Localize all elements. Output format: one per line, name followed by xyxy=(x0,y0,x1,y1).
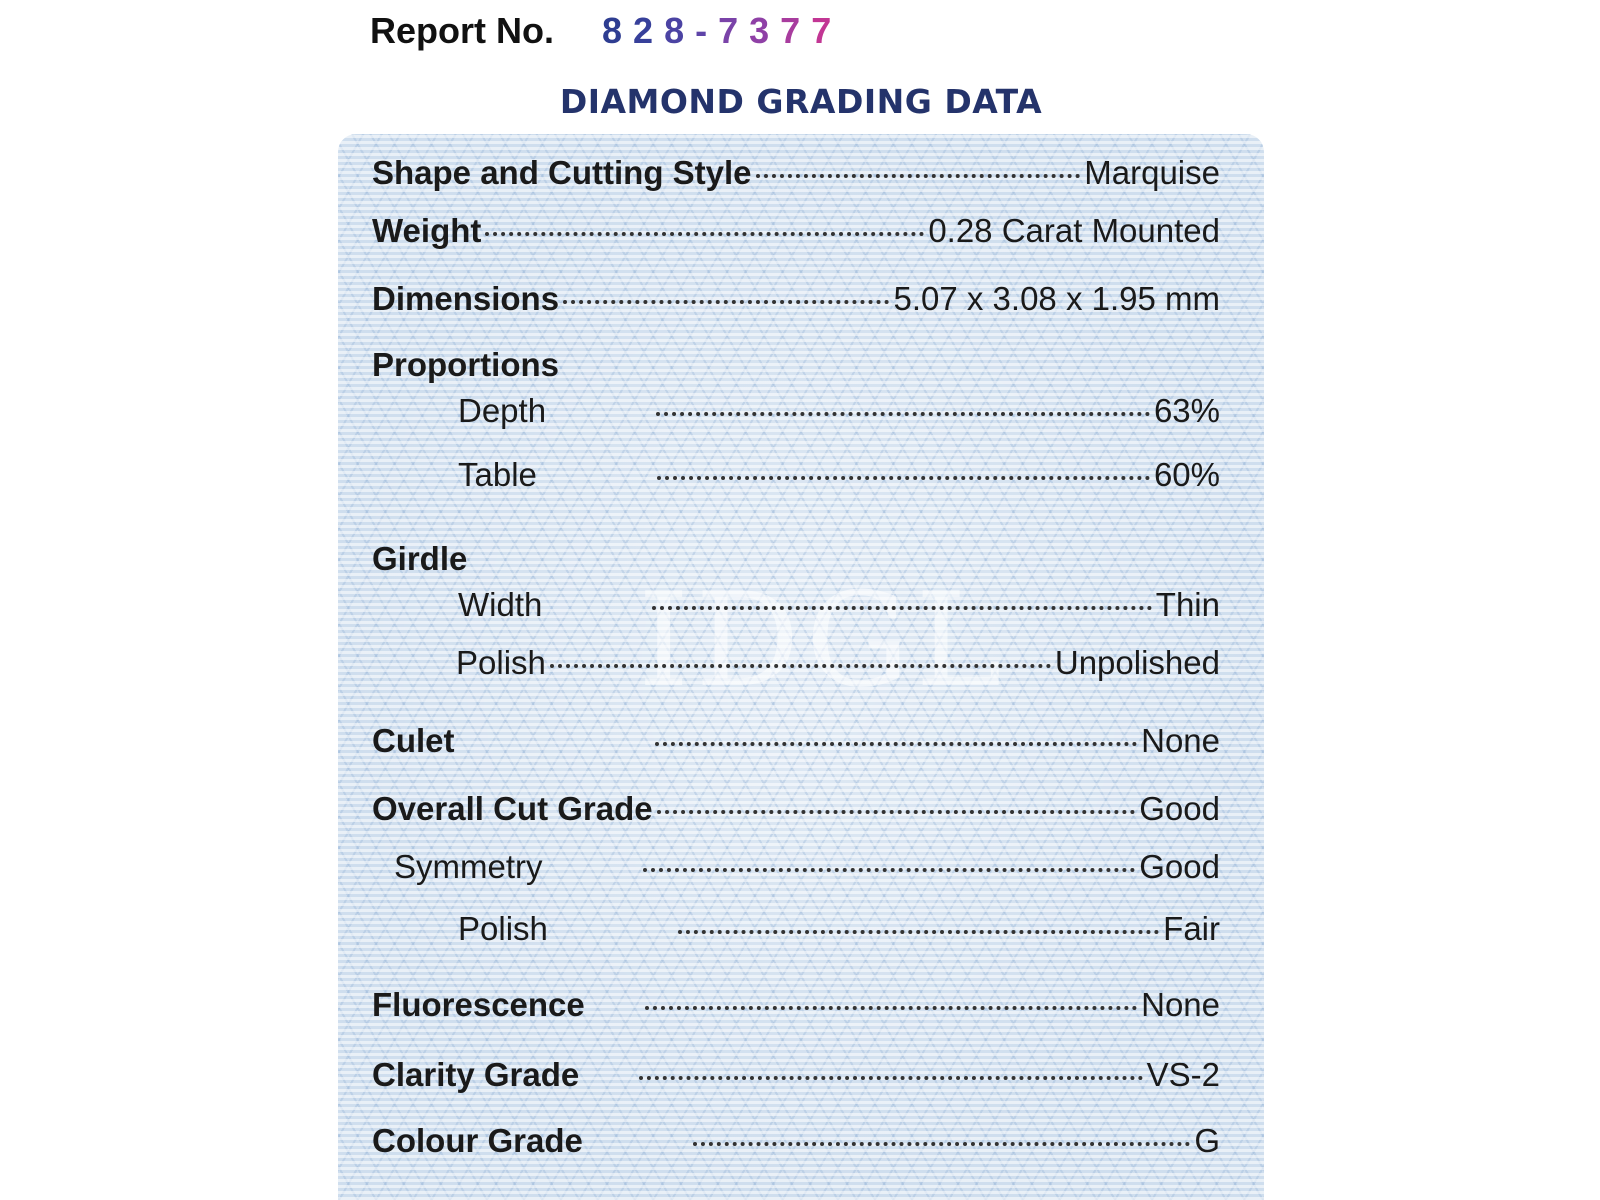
report-digit: - xyxy=(695,10,719,51)
dot-leader xyxy=(550,664,1051,668)
cut-grade-row xyxy=(372,790,1220,828)
report-digit: 7 xyxy=(780,10,812,51)
fluorescence-label: Fluorescence xyxy=(372,986,585,1023)
report-number-label: Report No. xyxy=(370,10,554,51)
dimensions-row xyxy=(372,280,1220,318)
dot-leader xyxy=(657,810,1136,814)
dot-leader xyxy=(645,1006,1137,1010)
symmetry-value: Good xyxy=(1139,848,1220,885)
symmetry-row xyxy=(394,848,1220,886)
report-digit: 3 xyxy=(749,10,781,51)
colour-label: Colour Grade xyxy=(372,1122,583,1159)
girdle-polish-value: Unpolished xyxy=(1054,644,1220,681)
weight-row xyxy=(372,212,1220,250)
culet-value: None xyxy=(1141,722,1220,759)
dot-leader xyxy=(693,1142,1190,1146)
shape-label: Shape and Cutting Style xyxy=(372,154,752,191)
report-digit: 8 xyxy=(602,10,634,51)
table-label: Table xyxy=(458,456,537,493)
culet-label: Culet xyxy=(372,722,455,759)
clarity-label: Clarity Grade xyxy=(372,1056,580,1093)
report-digit: 2 xyxy=(633,10,665,51)
clarity-value: VS-2 xyxy=(1146,1056,1220,1093)
girdle-width-label: Width xyxy=(458,586,543,623)
dot-leader xyxy=(643,868,1136,872)
fluorescence-row xyxy=(372,986,1220,1024)
report-number xyxy=(370,10,842,60)
colour-value: G xyxy=(1194,1122,1220,1159)
table-row xyxy=(458,456,1220,494)
dot-leader xyxy=(655,742,1138,746)
girdle-width-value: Thin xyxy=(1155,586,1220,623)
girdle-polish-label: Polish xyxy=(456,644,546,681)
report-number-value xyxy=(602,10,842,52)
dot-leader xyxy=(652,606,1151,610)
depth-label: Depth xyxy=(458,392,547,429)
grading-data-heading: DIAMOND GRADING DATA xyxy=(559,82,1043,121)
dot-leader xyxy=(485,232,924,236)
weight-label: Weight xyxy=(372,212,482,249)
polish-value: Fair xyxy=(1163,910,1220,947)
culet-row xyxy=(372,722,1220,760)
girdle-width-row xyxy=(458,586,1220,624)
polish-label: Polish xyxy=(458,910,548,947)
symmetry-label: Symmetry xyxy=(394,848,543,885)
dimensions-value: 5.07 x 3.08 x 1.95 mm xyxy=(893,280,1220,317)
dot-leader xyxy=(563,300,889,304)
dot-leader xyxy=(756,174,1081,178)
weight-value: 0.28 Carat Mounted xyxy=(928,212,1220,249)
proportions-heading: Proportions xyxy=(372,346,559,383)
dot-leader xyxy=(657,476,1150,480)
report-digit: 7 xyxy=(811,10,843,51)
shape-row xyxy=(372,154,1220,192)
depth-row xyxy=(458,392,1220,430)
table-value: 60% xyxy=(1153,456,1220,493)
cut-grade-label: Overall Cut Grade xyxy=(372,790,653,827)
dot-leader xyxy=(678,930,1159,934)
dot-leader xyxy=(656,412,1150,416)
grading-data-panel xyxy=(338,134,1264,1200)
cut-grade-value: Good xyxy=(1139,790,1220,827)
girdle-polish-row xyxy=(456,644,1220,682)
depth-value: 63% xyxy=(1153,392,1220,429)
clarity-row xyxy=(372,1056,1220,1094)
girdle-heading: Girdle xyxy=(372,540,468,577)
fluorescence-value: None xyxy=(1141,986,1220,1023)
dimensions-label: Dimensions xyxy=(372,280,560,317)
report-digit: 8 xyxy=(664,10,696,51)
dot-leader xyxy=(639,1076,1142,1080)
colour-row xyxy=(372,1122,1220,1160)
polish-row xyxy=(458,910,1220,948)
report-digit: 7 xyxy=(718,10,750,51)
shape-value: Marquise xyxy=(1084,154,1220,191)
lab-watermark: IDGL xyxy=(638,564,1008,716)
